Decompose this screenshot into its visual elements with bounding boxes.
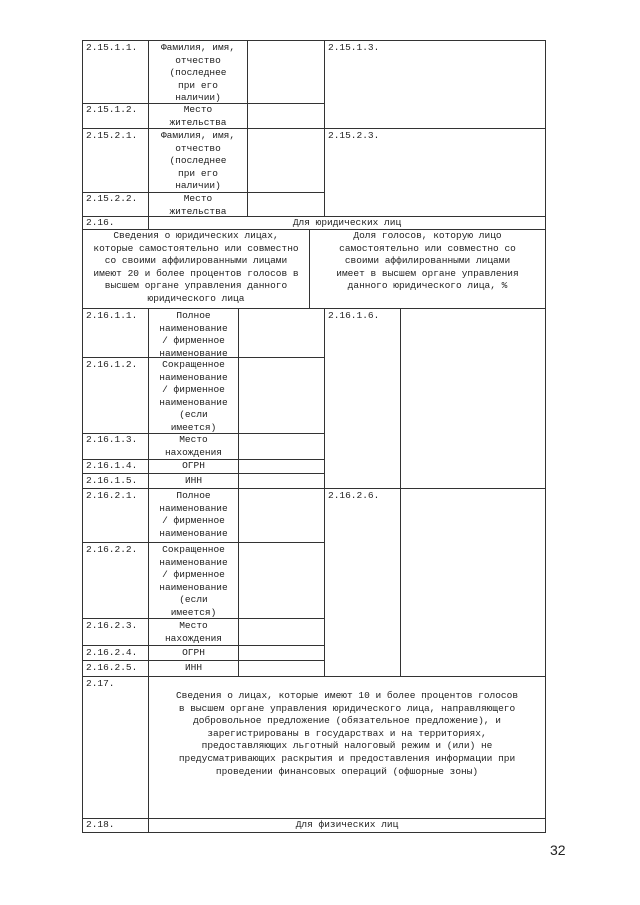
row-number: 2.16.1.6.: [328, 310, 380, 321]
col-divider: [400, 308, 401, 676]
section-number: 2.17.: [86, 678, 115, 689]
table-border-right: [545, 40, 546, 832]
field-label: Полное наименование / фирменное наименование: [159, 490, 228, 539]
row-divider: [82, 308, 546, 309]
table-border-left: [82, 40, 83, 832]
section-title: Для юридических лиц: [292, 217, 402, 228]
field-label: Фамилия, имя, отчество (последнее при его наличии): [160, 130, 236, 192]
row-number: 2.15.1.1.: [86, 42, 138, 53]
row-number: 2.16.1.3.: [86, 434, 138, 445]
field-label: Место нахождения: [164, 620, 222, 644]
row-number: 2.16.2.6.: [328, 490, 380, 501]
field-label: ИНН: [184, 662, 203, 673]
field-label: ИНН: [184, 475, 203, 486]
row-number: 2.16.2.3.: [86, 620, 138, 631]
table-border-top: [82, 40, 546, 41]
field-label: Место нахождения: [164, 434, 222, 458]
field-label: Место жительства: [169, 193, 227, 217]
row-number: 2.16.2.1.: [86, 490, 138, 501]
row-number: 2.15.2.2.: [86, 193, 138, 204]
field-label: Место жительства: [169, 104, 227, 128]
section-number: 2.18.: [86, 819, 115, 830]
row-number: 2.16.1.2.: [86, 359, 138, 370]
row-number: 2.15.2.3.: [328, 130, 380, 141]
row-divider: [82, 660, 324, 661]
row-divider: [82, 473, 324, 474]
column-header-left: Сведения о юридических лицах, которые самостоятельно или совместно со своими аффилированными лицами имеют 20 и более процентов голосов в высшем органе управления данного юридического лица: [93, 230, 299, 304]
field-label: ОГРН: [182, 647, 205, 658]
field-label: Фамилия, имя, отчество (последнее при его наличии): [160, 42, 236, 104]
row-number: 2.16.1.5.: [86, 475, 138, 486]
row-number: 2.16.1.1.: [86, 310, 138, 321]
row-divider: [82, 542, 324, 543]
table-border-bottom: [82, 832, 546, 833]
row-number: 2.15.1.3.: [328, 42, 380, 53]
field-label: Сокращенное наименование / фирменное наименование (если имеется): [159, 359, 228, 433]
row-number: 2.16.2.2.: [86, 544, 138, 555]
field-label: Полное наименование / фирменное наименование: [159, 310, 228, 359]
field-label: Сокращенное наименование / фирменное наименование (если имеется): [159, 544, 228, 618]
section-number: 2.16.: [86, 217, 115, 228]
section-text: Сведения о лицах, которые имеют 10 и более процентов голосов в высшем органе управления юридического лица, направляющего добровольное предложение (обязательное предложение), и зарегистрированы в государствах и на территориях, предоставляющих льготный налоговый режим и (или) не предусматривающих раскрытия и предоставления информации при проведении финансовых операций (офшорные зоны): [175, 690, 519, 777]
row-number: 2.15.1.2.: [86, 104, 138, 115]
column-header-right: Доля голосов, которую лицо самостоятельно или совместно со своими аффилированными лицами имеет в высшем органе управления данного юридического лица, %: [336, 230, 519, 292]
row-number: 2.16.2.4.: [86, 647, 138, 658]
row-number: 2.16.2.5.: [86, 662, 138, 673]
section-title: Для физических лиц: [295, 819, 399, 830]
col-divider: [324, 308, 325, 676]
col-divider: [238, 308, 239, 676]
page-number: 32: [550, 842, 566, 858]
col-divider: [247, 40, 248, 216]
field-label: ОГРН: [182, 460, 205, 471]
row-number: 2.16.1.4.: [86, 460, 138, 471]
row-number: 2.15.2.1.: [86, 130, 138, 141]
row-divider: [82, 676, 546, 677]
row-divider: [82, 488, 546, 489]
col-divider: [324, 40, 325, 216]
